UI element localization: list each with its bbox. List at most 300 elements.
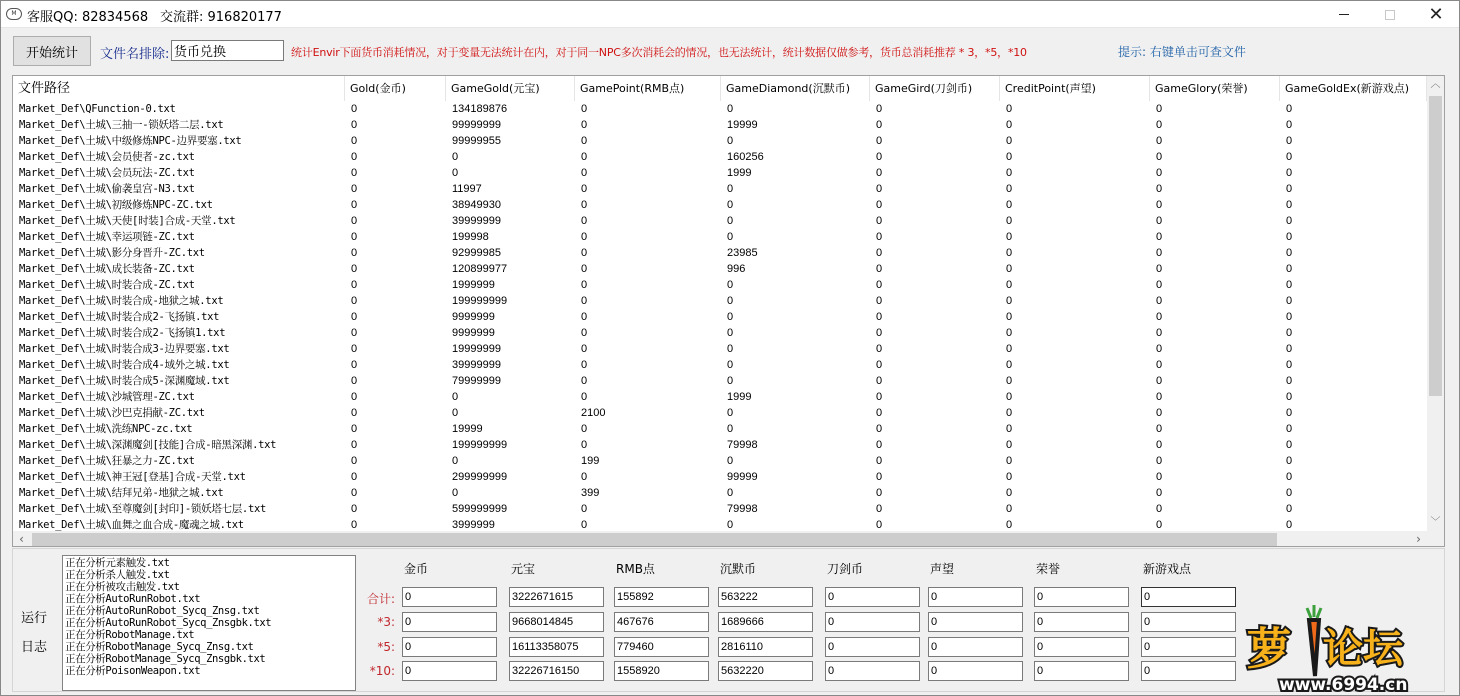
value-cell: 0 bbox=[351, 263, 358, 275]
table-row[interactable] bbox=[13, 181, 1427, 197]
file-path-cell: Market_Def\土城\狂暴之力-ZC.txt bbox=[19, 455, 195, 467]
totals-value-field[interactable]: 0 bbox=[1034, 661, 1129, 681]
value-cell: 79998 bbox=[727, 439, 758, 451]
totals-value-field[interactable]: 0 bbox=[928, 612, 1023, 632]
value-cell: 0 bbox=[727, 327, 734, 339]
file-path-cell: Market_Def\土城\三抽一-锁妖塔二层.txt bbox=[19, 119, 224, 131]
value-cell: 0 bbox=[1286, 119, 1293, 131]
column-header[interactable]: CreditPoint(声望) bbox=[1000, 76, 1150, 101]
value-cell: 92999985 bbox=[452, 247, 501, 259]
value-cell: 9999999 bbox=[452, 311, 495, 323]
value-cell: 0 bbox=[1006, 439, 1013, 451]
column-header[interactable]: GameGoldEx(新游戏点) bbox=[1280, 76, 1427, 101]
value-cell: 0 bbox=[351, 103, 358, 115]
value-cell: 0 bbox=[876, 151, 883, 163]
totals-value-field[interactable]: 779460 bbox=[614, 637, 709, 657]
value-cell: 0 bbox=[1156, 295, 1163, 307]
value-cell: 199 bbox=[581, 455, 600, 467]
table-row[interactable] bbox=[13, 117, 1427, 133]
value-cell: 0 bbox=[452, 167, 459, 179]
value-cell: 0 bbox=[1156, 199, 1163, 211]
value-cell: 0 bbox=[876, 375, 883, 387]
table-row[interactable] bbox=[13, 357, 1427, 373]
table-row[interactable] bbox=[13, 213, 1427, 229]
close-button[interactable] bbox=[1413, 1, 1459, 28]
totals-value-field[interactable]: 0 bbox=[1034, 587, 1129, 607]
totals-value-field[interactable]: 1689666 bbox=[718, 612, 813, 632]
value-cell: 79999999 bbox=[452, 375, 501, 387]
totals-value-field[interactable]: 5632220 bbox=[718, 661, 813, 681]
value-cell: 0 bbox=[727, 343, 734, 355]
table-row[interactable] bbox=[13, 421, 1427, 437]
value-cell: 0 bbox=[727, 135, 734, 147]
value-cell: 0 bbox=[1286, 247, 1293, 259]
value-cell: 0 bbox=[1156, 455, 1163, 467]
totals-value-field[interactable]: 155892 bbox=[614, 587, 709, 607]
value-cell: 0 bbox=[1286, 439, 1293, 451]
svg-text:www.6994.cn: www.6994.cn bbox=[1279, 675, 1408, 695]
totals-value-field[interactable]: 1558920 bbox=[614, 661, 709, 681]
totals-column-header: 金币 bbox=[404, 562, 429, 576]
svg-text:萝: 萝 bbox=[1247, 624, 1291, 675]
table-row[interactable] bbox=[13, 373, 1427, 389]
log-line: 正在分析被攻击触发.txt bbox=[65, 581, 180, 593]
value-cell: 0 bbox=[581, 423, 588, 435]
table-row[interactable] bbox=[13, 293, 1427, 309]
file-path-cell: Market_Def\土城\神王冠[登基]合成-天堂.txt bbox=[19, 471, 246, 483]
value-cell: 0 bbox=[876, 103, 883, 115]
value-cell: 599999999 bbox=[452, 503, 508, 515]
table-row[interactable] bbox=[13, 453, 1427, 469]
maximize-icon bbox=[1385, 10, 1395, 20]
value-cell: 399 bbox=[581, 487, 600, 499]
value-cell: 0 bbox=[1006, 471, 1013, 483]
value-cell: 0 bbox=[1156, 247, 1163, 259]
value-cell: 0 bbox=[727, 183, 734, 195]
log-line: 正在分析元素触发.txt bbox=[65, 557, 170, 569]
value-cell: 39999999 bbox=[452, 215, 501, 227]
totals-value-field[interactable]: 0 bbox=[402, 637, 497, 657]
value-cell: 1999 bbox=[727, 167, 752, 179]
value-cell: 0 bbox=[1006, 247, 1013, 259]
table-row[interactable] bbox=[13, 341, 1427, 357]
totals-value-field[interactable]: 0 bbox=[1141, 637, 1236, 657]
value-cell: 0 bbox=[1006, 119, 1013, 131]
value-cell: 199998 bbox=[452, 231, 489, 243]
value-cell: 0 bbox=[351, 487, 358, 499]
value-cell: 0 bbox=[1286, 455, 1293, 467]
file-path-cell: Market_Def\土城\天使[时装]合成-天堂.txt bbox=[19, 215, 236, 227]
value-cell: 0 bbox=[452, 407, 459, 419]
vertical-scroll-thumb[interactable] bbox=[1429, 96, 1442, 396]
value-cell: 0 bbox=[876, 423, 883, 435]
value-cell: 0 bbox=[581, 119, 588, 131]
horizontal-scrollbar[interactable] bbox=[13, 531, 1427, 547]
value-cell: 0 bbox=[727, 199, 734, 211]
horizontal-scroll-thumb[interactable] bbox=[32, 533, 1277, 546]
table-row[interactable] bbox=[13, 165, 1427, 181]
value-cell: 160256 bbox=[727, 151, 764, 163]
value-cell: 0 bbox=[1286, 263, 1293, 275]
value-cell: 0 bbox=[581, 375, 588, 387]
totals-column-header: 声望 bbox=[930, 562, 955, 576]
start-statistics-button[interactable]: 开始统计 bbox=[13, 36, 91, 66]
column-header[interactable]: GameGlory(荣誉) bbox=[1150, 76, 1280, 101]
currency-table[interactable] bbox=[12, 75, 1445, 547]
log-line: 正在分析AutoRunRobot.txt bbox=[65, 593, 201, 605]
value-cell: 0 bbox=[876, 327, 883, 339]
value-cell: 0 bbox=[1156, 263, 1163, 275]
totals-value-field[interactable]: 0 bbox=[402, 612, 497, 632]
value-cell: 99999955 bbox=[452, 135, 501, 147]
value-cell: 0 bbox=[1156, 119, 1163, 131]
vertical-scrollbar[interactable] bbox=[1427, 76, 1444, 531]
value-cell: 0 bbox=[1156, 231, 1163, 243]
value-cell: 0 bbox=[876, 407, 883, 419]
table-row[interactable] bbox=[13, 133, 1427, 149]
table-row[interactable] bbox=[13, 469, 1427, 485]
value-cell: 0 bbox=[727, 487, 734, 499]
column-header[interactable]: GamePoint(RMB点) bbox=[575, 76, 721, 101]
value-cell: 0 bbox=[1006, 343, 1013, 355]
value-cell: 0 bbox=[581, 279, 588, 291]
value-cell: 0 bbox=[1286, 375, 1293, 387]
value-cell: 0 bbox=[727, 375, 734, 387]
value-cell: 0 bbox=[351, 503, 358, 515]
value-cell: 0 bbox=[1006, 103, 1013, 115]
value-cell: 0 bbox=[581, 327, 588, 339]
totals-row-label: *3: bbox=[377, 615, 395, 629]
file-path-cell: Market_Def\土城\偷袭皇宫-N3.txt bbox=[19, 183, 195, 195]
value-cell: 0 bbox=[351, 167, 358, 179]
value-cell: 0 bbox=[1156, 359, 1163, 371]
minimize-button[interactable] bbox=[1321, 1, 1367, 28]
value-cell: 0 bbox=[581, 167, 588, 179]
value-cell: 0 bbox=[351, 343, 358, 355]
run-log-textarea[interactable] bbox=[62, 555, 356, 691]
value-cell: 199999999 bbox=[452, 295, 508, 307]
value-cell: 0 bbox=[1156, 215, 1163, 227]
value-cell: 0 bbox=[581, 231, 588, 243]
value-cell: 0 bbox=[581, 183, 588, 195]
value-cell: 0 bbox=[1006, 231, 1013, 243]
file-path-cell: Market_Def\土城\影分身晋升-ZC.txt bbox=[19, 247, 205, 259]
scroll-left-icon[interactable]: ‹ bbox=[19, 532, 24, 546]
value-cell: 0 bbox=[876, 247, 883, 259]
value-cell: 0 bbox=[1286, 183, 1293, 195]
value-cell: 0 bbox=[1286, 151, 1293, 163]
value-cell: 0 bbox=[581, 199, 588, 211]
value-cell: 0 bbox=[1006, 183, 1013, 195]
value-cell: 38949930 bbox=[452, 199, 501, 211]
file-path-cell: Market_Def\土城\结拜兄弟-地狱之城.txt bbox=[19, 487, 224, 499]
value-cell: 0 bbox=[351, 519, 358, 531]
value-cell: 0 bbox=[351, 327, 358, 339]
table-row[interactable] bbox=[13, 229, 1427, 245]
column-header[interactable]: 文件路径 bbox=[13, 76, 345, 101]
value-cell: 0 bbox=[1156, 519, 1163, 531]
value-cell: 996 bbox=[727, 263, 746, 275]
value-cell: 19999 bbox=[727, 119, 758, 131]
totals-value-field[interactable]: 0 bbox=[1141, 661, 1236, 681]
column-header[interactable]: Gold(金币) bbox=[345, 76, 446, 101]
totals-value-field[interactable]: 32226716150 bbox=[509, 661, 604, 681]
value-cell: 0 bbox=[876, 279, 883, 291]
value-cell: 0 bbox=[876, 215, 883, 227]
totals-value-field[interactable]: 0 bbox=[402, 661, 497, 681]
value-cell: 0 bbox=[1286, 391, 1293, 403]
value-cell: 0 bbox=[876, 199, 883, 211]
value-cell: 0 bbox=[1006, 487, 1013, 499]
totals-value-field[interactable]: 0 bbox=[825, 637, 920, 657]
totals-value-field[interactable]: 0 bbox=[928, 637, 1023, 657]
file-path-cell: Market_Def\土城\会员使者-zc.txt bbox=[19, 151, 195, 163]
file-path-cell: Market_Def\土城\时装合成4-域外之城.txt bbox=[19, 359, 230, 371]
file-path-cell: Market_Def\土城\时装合成2-飞扬镇1.txt bbox=[19, 327, 226, 339]
value-cell: 0 bbox=[1286, 103, 1293, 115]
value-cell: 0 bbox=[1286, 519, 1293, 531]
value-cell: 0 bbox=[581, 343, 588, 355]
file-path-cell: Market_Def\土城\时装合成5-深渊魔域.txt bbox=[19, 375, 230, 387]
value-cell: 3999999 bbox=[452, 519, 495, 531]
totals-value-field[interactable]: 0 bbox=[1141, 612, 1236, 632]
table-row[interactable] bbox=[13, 325, 1427, 341]
value-cell: 0 bbox=[1156, 103, 1163, 115]
value-cell: 0 bbox=[1156, 391, 1163, 403]
filename-exclude-label: 文件名排除: bbox=[100, 47, 170, 62]
value-cell: 0 bbox=[351, 311, 358, 323]
value-cell: 0 bbox=[1156, 471, 1163, 483]
table-row[interactable] bbox=[13, 245, 1427, 261]
value-cell: 120899977 bbox=[452, 263, 508, 275]
chat-group: 交流群: 916820177 bbox=[160, 10, 282, 25]
table-row[interactable] bbox=[13, 149, 1427, 165]
value-cell: 0 bbox=[1156, 279, 1163, 291]
scroll-up-icon[interactable]: ︿ bbox=[1430, 79, 1441, 90]
value-cell: 0 bbox=[452, 487, 459, 499]
log-line: 正在分析RobotManage.txt bbox=[65, 629, 195, 641]
value-cell: 0 bbox=[876, 167, 883, 179]
table-row[interactable] bbox=[13, 485, 1427, 501]
value-cell: 0 bbox=[876, 471, 883, 483]
column-header[interactable]: GameGold(元宝) bbox=[446, 76, 575, 101]
app-logo-icon: M bbox=[6, 8, 22, 20]
totals-value-field[interactable]: 0 bbox=[1034, 612, 1129, 632]
value-cell: 9999999 bbox=[452, 327, 495, 339]
value-cell: 0 bbox=[1006, 263, 1013, 275]
value-cell: 0 bbox=[581, 471, 588, 483]
totals-value-field[interactable]: 0 bbox=[1034, 637, 1129, 657]
log-line: 正在分析PoisonWeapon.txt bbox=[65, 665, 201, 677]
value-cell: 0 bbox=[1156, 487, 1163, 499]
table-row[interactable] bbox=[13, 501, 1427, 517]
hint-text: 提示: 右键单击可查文件 bbox=[1118, 45, 1246, 59]
value-cell: 0 bbox=[452, 455, 459, 467]
value-cell: 0 bbox=[351, 231, 358, 243]
value-cell: 0 bbox=[351, 183, 358, 195]
value-cell: 0 bbox=[1156, 327, 1163, 339]
value-cell: 0 bbox=[351, 295, 358, 307]
value-cell: 0 bbox=[581, 391, 588, 403]
value-cell: 0 bbox=[727, 103, 734, 115]
value-cell: 0 bbox=[1286, 327, 1293, 339]
value-cell: 0 bbox=[1286, 311, 1293, 323]
value-cell: 0 bbox=[581, 503, 588, 515]
totals-value-field[interactable]: 0 bbox=[825, 587, 920, 607]
value-cell: 0 bbox=[876, 503, 883, 515]
value-cell: 0 bbox=[1286, 295, 1293, 307]
value-cell: 0 bbox=[876, 455, 883, 467]
value-cell: 0 bbox=[1006, 375, 1013, 387]
totals-value-field[interactable]: 0 bbox=[1141, 587, 1236, 607]
log-line: 正在分析RobotManage_Sycq_Znsgbk.txt bbox=[65, 653, 266, 665]
file-path-cell: Market_Def\土城\至尊魔剑[封印]-锁妖塔七层.txt bbox=[19, 503, 267, 515]
table-row[interactable] bbox=[13, 517, 1427, 531]
totals-value-field[interactable]: 3222671615 bbox=[509, 587, 604, 607]
totals-value-field[interactable]: 2816110 bbox=[718, 637, 813, 657]
value-cell: 0 bbox=[1156, 311, 1163, 323]
value-cell: 0 bbox=[1006, 295, 1013, 307]
value-cell: 0 bbox=[727, 295, 734, 307]
scroll-down-icon[interactable]: ﹀ bbox=[1430, 517, 1441, 528]
totals-value-field[interactable]: 0 bbox=[825, 661, 920, 681]
file-path-cell: Market_Def\土城\中级修炼NPC-边界要塞.txt bbox=[19, 135, 242, 147]
value-cell: 1999999 bbox=[452, 279, 495, 291]
value-cell: 0 bbox=[1286, 135, 1293, 147]
value-cell: 0 bbox=[1006, 503, 1013, 515]
value-cell: 0 bbox=[1286, 423, 1293, 435]
value-cell: 0 bbox=[876, 183, 883, 195]
value-cell: 0 bbox=[876, 391, 883, 403]
column-header[interactable]: GameGird(刀剑币) bbox=[870, 76, 1000, 101]
value-cell: 0 bbox=[1006, 311, 1013, 323]
value-cell: 0 bbox=[351, 199, 358, 211]
table-header bbox=[13, 76, 1427, 101]
value-cell: 0 bbox=[1006, 151, 1013, 163]
value-cell: 0 bbox=[1286, 503, 1293, 515]
totals-row-label: 合计: bbox=[366, 592, 395, 606]
value-cell: 299999999 bbox=[452, 471, 508, 483]
value-cell: 19999999 bbox=[452, 343, 501, 355]
totals-column-header: 沉默币 bbox=[720, 562, 757, 576]
value-cell: 0 bbox=[876, 231, 883, 243]
value-cell: 0 bbox=[1006, 359, 1013, 371]
totals-column-header: 荣誉 bbox=[1036, 562, 1061, 576]
log-label-run: 运行 bbox=[21, 611, 48, 626]
value-cell: 79998 bbox=[727, 503, 758, 515]
value-cell: 19999 bbox=[452, 423, 483, 435]
value-cell: 0 bbox=[1156, 151, 1163, 163]
value-cell: 2100 bbox=[581, 407, 606, 419]
scroll-right-icon[interactable]: › bbox=[1416, 532, 1421, 546]
value-cell: 0 bbox=[1286, 487, 1293, 499]
totals-value-field[interactable]: 0 bbox=[928, 587, 1023, 607]
filename-exclude-input[interactable] bbox=[171, 40, 284, 61]
value-cell: 0 bbox=[1006, 279, 1013, 291]
value-cell: 0 bbox=[452, 151, 459, 163]
maximize-button[interactable] bbox=[1367, 1, 1413, 28]
table-row[interactable] bbox=[13, 309, 1427, 325]
file-path-cell: Market_Def\土城\时装合成-ZC.txt bbox=[19, 279, 195, 291]
value-cell: 0 bbox=[1156, 423, 1163, 435]
value-cell: 0 bbox=[1156, 503, 1163, 515]
value-cell: 39999999 bbox=[452, 359, 501, 371]
value-cell: 0 bbox=[351, 391, 358, 403]
table-row[interactable] bbox=[13, 277, 1427, 293]
value-cell: 0 bbox=[351, 279, 358, 291]
value-cell: 0 bbox=[876, 295, 883, 307]
totals-value-field[interactable]: 0 bbox=[402, 587, 497, 607]
totals-column-header: RMB点 bbox=[616, 562, 655, 576]
value-cell: 0 bbox=[727, 423, 734, 435]
file-path-cell: Market_Def\土城\幸运项链-ZC.txt bbox=[19, 231, 195, 243]
table-row[interactable] bbox=[13, 261, 1427, 277]
value-cell: 0 bbox=[727, 359, 734, 371]
value-cell: 0 bbox=[351, 407, 358, 419]
value-cell: 0 bbox=[876, 343, 883, 355]
value-cell: 0 bbox=[1286, 343, 1293, 355]
value-cell: 0 bbox=[1006, 327, 1013, 339]
value-cell: 0 bbox=[1286, 199, 1293, 211]
value-cell: 0 bbox=[351, 215, 358, 227]
value-cell: 11997 bbox=[452, 183, 482, 195]
forum-watermark-logo bbox=[1213, 596, 1453, 696]
value-cell: 0 bbox=[876, 359, 883, 371]
log-label-log: 日志 bbox=[21, 640, 48, 655]
table-row[interactable] bbox=[13, 437, 1427, 453]
file-path-cell: Market_Def\土城\沙城管理-ZC.txt bbox=[19, 391, 195, 403]
value-cell: 0 bbox=[581, 359, 588, 371]
value-cell: 0 bbox=[1286, 279, 1293, 291]
log-line: 正在分析杀人触发.txt bbox=[65, 569, 170, 581]
totals-value-field[interactable]: 9668014845 bbox=[509, 612, 604, 632]
table-row[interactable] bbox=[13, 101, 1427, 117]
totals-value-field[interactable]: 16113358075 bbox=[509, 637, 604, 657]
totals-value-field[interactable]: 563222 bbox=[718, 587, 813, 607]
totals-value-field[interactable]: 0 bbox=[928, 661, 1023, 681]
value-cell: 0 bbox=[876, 263, 883, 275]
column-header[interactable]: GameDiamond(沉默币) bbox=[721, 76, 870, 101]
value-cell: 0 bbox=[351, 247, 358, 259]
value-cell: 0 bbox=[727, 231, 734, 243]
value-cell: 0 bbox=[1006, 423, 1013, 435]
value-cell: 99999 bbox=[727, 471, 758, 483]
file-path-cell: Market_Def\土城\洗练NPC-zc.txt bbox=[19, 423, 193, 435]
table-row[interactable] bbox=[13, 405, 1427, 421]
totals-value-field[interactable]: 467676 bbox=[614, 612, 709, 632]
close-icon: ✕ bbox=[1428, 4, 1444, 25]
file-path-cell: Market_Def\土城\血舞之血合成-魔魂之城.txt bbox=[19, 519, 244, 531]
totals-column-header: 元宝 bbox=[511, 562, 536, 576]
scrollbar-corner bbox=[1427, 531, 1444, 547]
value-cell: 1999 bbox=[727, 391, 752, 403]
totals-value-field[interactable]: 0 bbox=[825, 612, 920, 632]
value-cell: 0 bbox=[351, 135, 358, 147]
value-cell: 0 bbox=[351, 455, 358, 467]
table-row[interactable] bbox=[13, 389, 1427, 405]
table-row[interactable] bbox=[13, 197, 1427, 213]
value-cell: 0 bbox=[727, 311, 734, 323]
value-cell: 0 bbox=[581, 311, 588, 323]
log-line: 正在分析RobotManage_Sycq_Znsg.txt bbox=[65, 641, 254, 653]
value-cell: 0 bbox=[351, 439, 358, 451]
value-cell: 0 bbox=[581, 263, 588, 275]
value-cell: 0 bbox=[727, 519, 734, 531]
value-cell: 0 bbox=[351, 359, 358, 371]
file-path-cell: Market_Def\QFunction-0.txt bbox=[19, 103, 176, 115]
value-cell: 0 bbox=[876, 119, 883, 131]
totals-row-label: *5: bbox=[377, 640, 395, 654]
